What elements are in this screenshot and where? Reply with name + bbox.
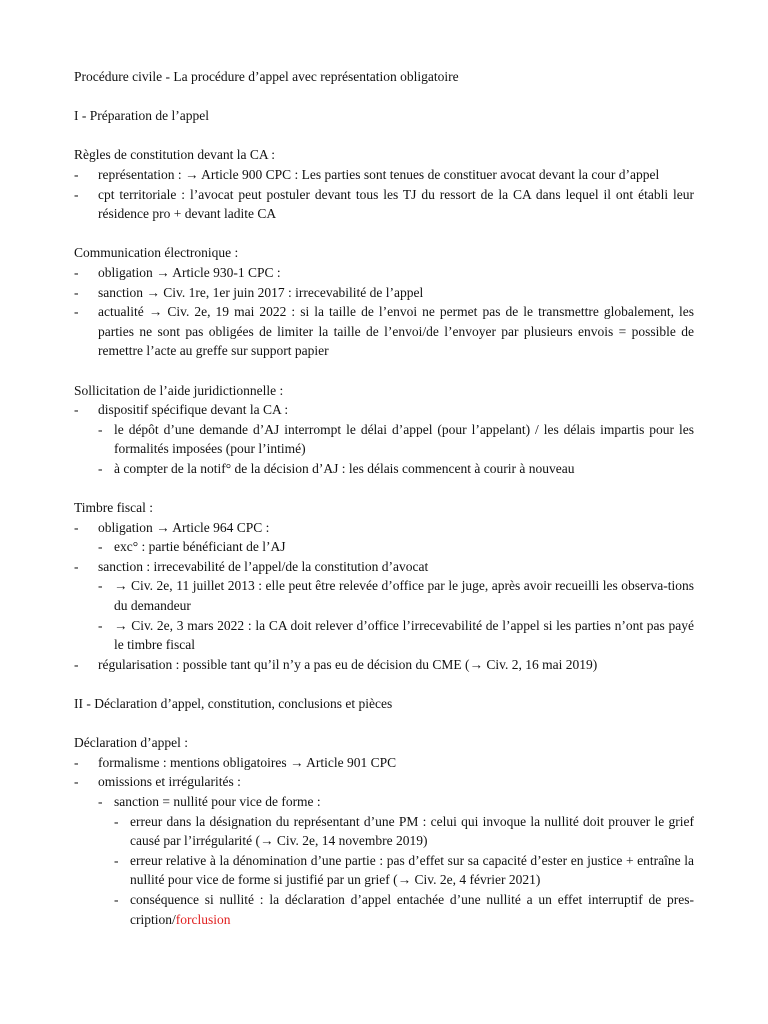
list-item: - erreur dans la désignation du représentant d’une PM : celui qui invoque la nullité doit prouver le grief causé par l’irrégularité (→ Civ. 2e, 14 novembre 2019) — [114, 812, 694, 851]
subheading-constitution: Règles de constitution devant la CA : — [74, 147, 275, 163]
subheading-declaration-appel: Déclaration d’appel : — [74, 735, 188, 751]
list-item: - formalisme : mentions obligatoires → Article 901 CPC — [74, 753, 694, 773]
consequence-text: conséquence si nullité : la déclaration d’appel entachée d’une nullité a un effet interruptif de pres-cription/ — [130, 891, 694, 927]
document-title: Procédure civile - La procédure d’appel avec représentation obligatoire — [74, 69, 459, 84]
list-item: - dispositif spécifique devant la CA : - le dépôt d’une demande d’AJ interrompt le délai d’appel (pour l’appelant) / les délais impartis pour les formalités imposées (pour l’intimé) - à compter de la notif° de la décision d’AJ : les délais commencent à courir à nouveau — [74, 400, 694, 478]
list-item: - représentation : → Article 900 CPC : Les parties sont tenues de constituer avocat devant la cour d’appel — [74, 165, 694, 185]
list-item: - sanction → Civ. 1re, 1er juin 2017 : irrecevabilité de l’appel — [74, 283, 694, 303]
list-item: - à compter de la notif° de la décision d’AJ : les délais commencent à courir à nouveau — [98, 459, 694, 479]
list-item: - → Civ. 2e, 11 juillet 2013 : elle peut être relevée d’office par le juge, après avoir recueilli les observa-tions du demandeur — [98, 576, 694, 615]
sanction-sublist — [98, 576, 694, 654]
list-item: - obligation → Article 964 CPC : - exc° : partie bénéficiant de l’AJ — [74, 518, 694, 557]
aide-sublist — [98, 420, 694, 479]
list-item: - actualité → Civ. 2e, 19 mai 2022 : si la taille de l’envoi ne permet pas de le transmettre globalement, les parties ne sont pas obligées de limiter la taille de l’envoi/de l’envoyer par plusieurs envois = possible de remettre l’acte au greffe sur support papier — [74, 302, 694, 361]
list-item: - sanction = nullité pour vice de forme : - erreur dans la désignation du représentant d’une PM : celui qui invoque la nullité doit prouver le grief causé par l’irrégularité (→ Civ. 2e, 14 novembre 2019) - erreur relative à la dénomination d’une partie : pas d’effet sur sa capacité d’ester en justice + entraîne la nullité pour vice de forme si justifié par un grief (→ Civ. 2e, 4 février 2021) - conséquence si nullité : la déclaration d’appel entachée d’une nullité a un effet interruptif de pres-cription/forclusion — [98, 792, 694, 929]
section-heading-declaration: II - Déclaration d’appel, constitution, conclusions et pièces — [74, 696, 393, 711]
aide-list — [74, 400, 694, 478]
list-item: - omissions et irrégularités : - sanction = nullité pour vice de forme : - erreur dans la désignation du représentant d’une PM : celui qui invoque la nullité doit prouver le grief causé par l’irrégularité (→ Civ. 2e, 14 novembre 2019) - erreur relative à la dénomination d’une partie : pas d’effet sur sa capacité d’ester en justice + entraîne la nullité pour vice de forme si justifié par un grief (→ Civ. 2e, 4 février 2021) - conséquence si nullité : la déclaration d’appel entachée d’une nullité a un effet interruptif de pres-cription/forclusion — [74, 772, 694, 929]
constitution-list — [74, 165, 694, 224]
declaration-list — [74, 753, 694, 929]
list-item: - → Civ. 2e, 3 mars 2022 : la CA doit relever d’office l’irrecevabilité de l’appel si les parties n’ont pas payé le timbre fiscal — [98, 616, 694, 655]
forclusion-highlight: forclusion — [175, 911, 231, 927]
communication-list — [74, 263, 694, 361]
obligation-sublist — [98, 537, 694, 557]
timbre-list — [74, 518, 694, 675]
omissions-sublist — [98, 792, 694, 929]
list-item: - le dépôt d’une demande d’AJ interrompt le délai d’appel (pour l’appelant) / les délais impartis pour les formalités imposées (pour l’intimé) — [98, 420, 694, 459]
list-item — [114, 890, 694, 929]
subheading-communication: Communication électronique : — [74, 245, 239, 261]
subheading-timbre-fiscal: Timbre fiscal : — [74, 500, 153, 516]
subheading-aide-juridictionnelle: Sollicitation de l’aide juridictionnelle : — [74, 382, 284, 398]
list-item: - erreur relative à la dénomination d’une partie : pas d’effet sur sa capacité d’ester en justice + entraîne la nullité pour vice de forme si justifié par un grief (→ Civ. 2e, 4 février 2021) — [114, 851, 694, 890]
section-heading-preparation: I - Préparation de l’appel — [74, 108, 209, 124]
list-item: - obligation → Article 930-1 CPC : — [74, 263, 694, 283]
list-item: - cpt territoriale : l’avocat peut postuler devant tous les TJ du ressort de la CA dans lequel il ont établi leur résidence pro + devant ladite CA — [74, 185, 694, 224]
list-item: - exc° : partie bénéficiant de l’AJ — [98, 537, 694, 557]
list-item: - régularisation : possible tant qu’il n’y a pas eu de décision du CME (→ Civ. 2, 16 mai 2019) — [74, 655, 694, 675]
nullite-sublist — [114, 812, 694, 930]
list-item: - sanction : irrecevabilité de l’appel/de la constitution d’avocat - → Civ. 2e, 11 juillet 2013 : elle peut être relevée d’office par le juge, après avoir recueilli les observa-tions du demandeur - → Civ. 2e, 3 mars 2022 : la CA doit relever d’office l’irrecevabilité de l’appel si les parties n’ont pas payé le timbre fiscal — [74, 557, 694, 655]
